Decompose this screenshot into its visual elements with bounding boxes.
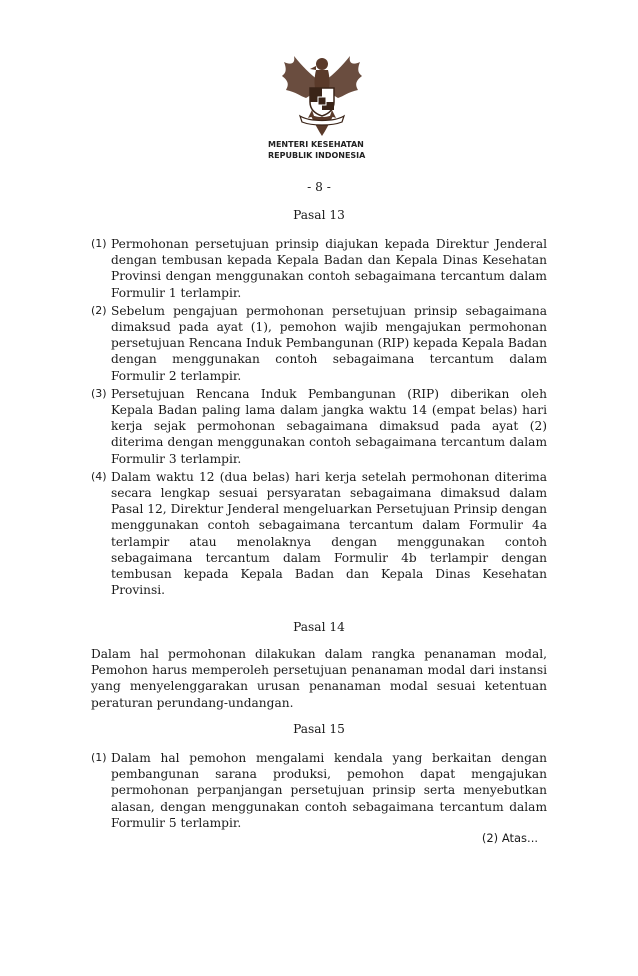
item-text: Permohonan persetujuan prinsip diajukan kepada Direktur Jenderal dengan tembusan kepada Kepala Badan dan Kepala Dinas Kesehatan Provinsi dengan menggunakan contoh sebagaimana tercantum dalam Formulir 1 terlampir. bbox=[111, 237, 547, 300]
item-text: Dalam waktu 12 (dua belas) hari kerja setelah permohonan diterima secara lengkap sesuai persyaratan sebagaimana dimaksud dalam Pasal 12, Direktur Jenderal mengeluarkan Persetujuan Prinsip dengan menggunakan contoh sebagaimana tercantum dalam Formulir 4a terlampir atau menolaknya dengan menggunakan contoh sebagaimana tercantum dalam Formulir 4b terlampir dengan tembusan kepada Kepala Badan dan Kepala Dinas Kesehatan Provinsi. bbox=[111, 469, 547, 598]
garuda-emblem-icon bbox=[280, 52, 364, 138]
list-item bbox=[91, 469, 547, 599]
list-item bbox=[91, 750, 547, 831]
item-number: (1) bbox=[91, 751, 107, 764]
org-line-2: REPUBLIK INDONESIA bbox=[268, 151, 366, 160]
list-item bbox=[91, 386, 547, 467]
org-line-1: MENTERI KESEHATAN bbox=[268, 140, 364, 149]
page-number: - 8 - bbox=[307, 180, 331, 194]
pasal-15-heading: Pasal 15 bbox=[293, 722, 345, 736]
pasal-15-list bbox=[91, 750, 547, 833]
pasal-13-heading: Pasal 13 bbox=[293, 208, 345, 222]
pasal-14-heading: Pasal 14 bbox=[293, 620, 345, 634]
item-number: (3) bbox=[91, 386, 107, 400]
pasal-14-text: Dalam hal permohonan dilakukan dalam rangka penanaman modal, Pemohon harus memperoleh persetujuan penanaman modal dari instansi yang menyelenggarakan urusan penanaman modal sesuai ketentuan peraturan perundang-undangan. bbox=[91, 647, 547, 710]
item-text: Dalam hal pemohon mengalami kendala yang berkaitan dengan pembangunan sarana produksi, pemohon dapat mengajukan permohonan perpanjangan persetujuan prinsip serta menyebutkan alasan, dengan menggunakan contoh sebagaimana tercantum dalam Formulir 5 terlampir. bbox=[111, 751, 547, 830]
item-number: (2) bbox=[91, 303, 107, 317]
item-number: (4) bbox=[91, 469, 107, 483]
pasal-13-list bbox=[91, 236, 547, 600]
item-text: Persetujuan Rencana Induk Pembangunan (RIP) diberikan oleh Kepala Badan paling lama dalam jangka waktu 14 (empat belas) hari kerja sejak permohonan sebagaimana dimaksud pada ayat (2) diterima dengan menggunakan contoh sebagaimana tercantum dalam Formulir 3 terlampir. bbox=[111, 386, 547, 466]
item-number: (1) bbox=[91, 237, 107, 250]
list-item bbox=[91, 303, 547, 384]
continuation-marker: (2) Atas... bbox=[481, 831, 538, 845]
ministry-label bbox=[268, 139, 378, 161]
list-item bbox=[91, 236, 547, 301]
item-text: Sebelum pengajuan permohonan persetujuan prinsip sebagaimana dimaksud pada ayat (1), pemohon wajib mengajukan permohonan persetujuan Rencana Induk Pembangunan (RIP) kepada Kepala Badan dengan menggunakan contoh sebagaimana tercantum dalam Formulir 2 terlampir. bbox=[111, 303, 547, 383]
